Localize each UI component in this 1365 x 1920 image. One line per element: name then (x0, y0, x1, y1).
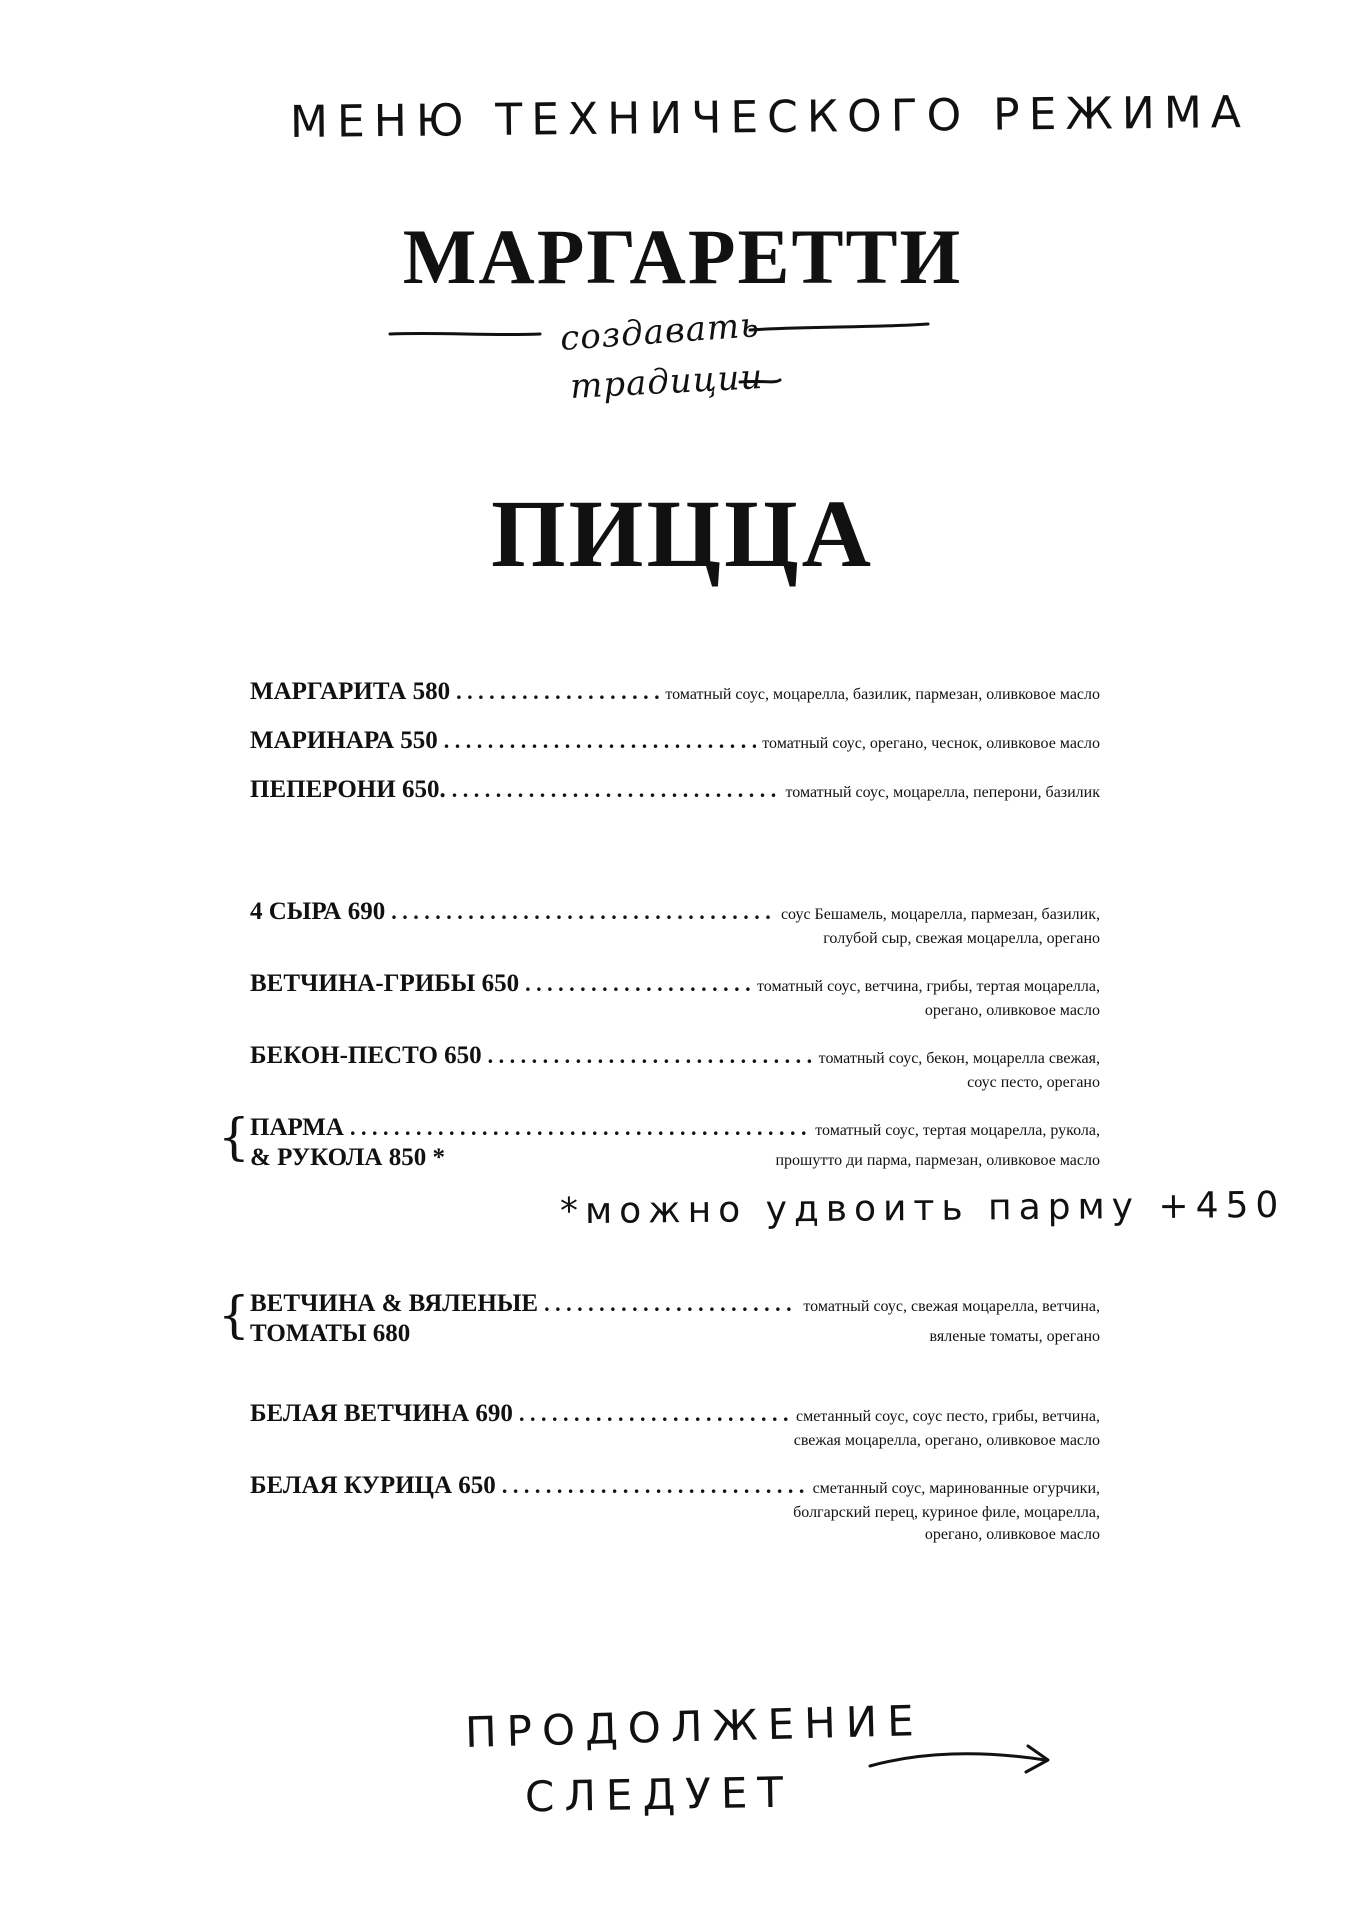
item-description-cont: свежая моцарелла, орегано, оливковое масло (793, 1432, 1100, 1449)
leader-dots (519, 1401, 790, 1427)
leader-dots (391, 899, 775, 925)
menu-item (250, 1400, 1100, 1450)
item-name: 4 СЫРА 690 (250, 898, 386, 925)
item-description: томатный соус, орегано, чеснок, оливковое масло (762, 735, 1100, 752)
leader-dots (444, 728, 757, 754)
grouping-brace: { (218, 1108, 250, 1166)
menu-item (250, 776, 1100, 804)
item-description-cont: орегано, оливковое масло (924, 1526, 1100, 1543)
item-description-cont: болгарский перец, куриное филе, моцарелла, (793, 1504, 1100, 1521)
item-description-cont: прошутто ди парма, пармезан, оливковое масло (775, 1152, 1100, 1169)
leader-dots (525, 971, 751, 997)
item-name: БЕЛАЯ ВЕТЧИНА 690 (250, 1400, 513, 1427)
leader-dots (452, 777, 780, 803)
tagline-line-2: традиции (569, 356, 765, 408)
item-description: сметанный соус, соус песто, грибы, ветчина, (795, 1408, 1100, 1425)
item-description: томатный соус, тертая моцарелла, рукола, (815, 1122, 1100, 1139)
header-note: МЕНЮ ТЕХНИЧЕСКОГО РЕЖИМА (289, 86, 1251, 149)
item-description: томатный соус, моцарелла, базилик, пармезан, оливковое масло (665, 686, 1100, 703)
item-name-cont: & РУКОЛА 850 * (250, 1144, 445, 1171)
item-name: ПЕПЕРОНИ 650. (250, 776, 446, 803)
menu-item (250, 970, 1100, 1020)
item-description: соус Бешамель, моцарелла, пармезан, базилик, (780, 906, 1100, 923)
grouping-brace: { (218, 1286, 250, 1344)
menu-item (250, 1472, 1100, 1544)
menu-item (250, 1114, 1100, 1172)
section-title: ПИЦЦА (490, 480, 874, 587)
leader-dots (456, 679, 659, 705)
item-description-cont: голубой сыр, свежая моцарелла, орегано (823, 930, 1100, 947)
footer-line-2: СЛЕДУЕТ (524, 1767, 794, 1822)
item-description: томатный соус, ветчина, грибы, тертая моцарелла, (757, 978, 1100, 995)
item-name: МАРГАРИТА 580 (250, 678, 451, 705)
menu-item (250, 1290, 1100, 1348)
leader-dots (350, 1115, 809, 1141)
leader-dots (488, 1043, 813, 1069)
footer-line-1: ПРОДОЛЖЕНИЕ (464, 1696, 925, 1757)
menu-item (250, 727, 1100, 755)
item-description-cont: вяленые томаты, орегано (929, 1328, 1100, 1345)
item-description-cont: соус песто, орегано (967, 1074, 1100, 1091)
item-description: сметанный соус, маринованные огурчики, (812, 1480, 1100, 1497)
parma-note: *можно удвоить парму +450 (559, 1184, 1286, 1233)
item-name: МАРИНАРА 550 (250, 727, 438, 754)
item-name: БЕЛАЯ КУРИЦА 650 (250, 1472, 496, 1499)
brand-logo-text: МАРГАРЕТТИ (402, 213, 963, 300)
item-description-cont: орегано, оливковое масло (924, 1002, 1100, 1019)
menu-item (250, 678, 1100, 706)
item-name: ВЕТЧИНА & ВЯЛЕНЫЕ (250, 1290, 539, 1317)
item-name: БЕКОН-ПЕСТО 650 (250, 1042, 482, 1069)
item-description: томатный соус, свежая моцарелла, ветчина, (803, 1298, 1100, 1315)
item-name: ПАРМА (250, 1114, 344, 1141)
leader-dots (502, 1473, 807, 1499)
leader-dots (544, 1291, 797, 1317)
tagline-line-1: создавать (558, 305, 761, 359)
arrow-right-icon (860, 1730, 1060, 1790)
menu-item (250, 898, 1100, 948)
item-name: ВЕТЧИНА-ГРИБЫ 650 (250, 970, 520, 997)
item-description: томатный соус, моцарелла, пеперони, базилик (785, 784, 1100, 801)
menu-item (250, 1042, 1100, 1092)
item-name-cont: ТОМАТЫ 680 (250, 1320, 411, 1347)
item-description: томатный соус, бекон, моцарелла свежая, (818, 1050, 1100, 1067)
